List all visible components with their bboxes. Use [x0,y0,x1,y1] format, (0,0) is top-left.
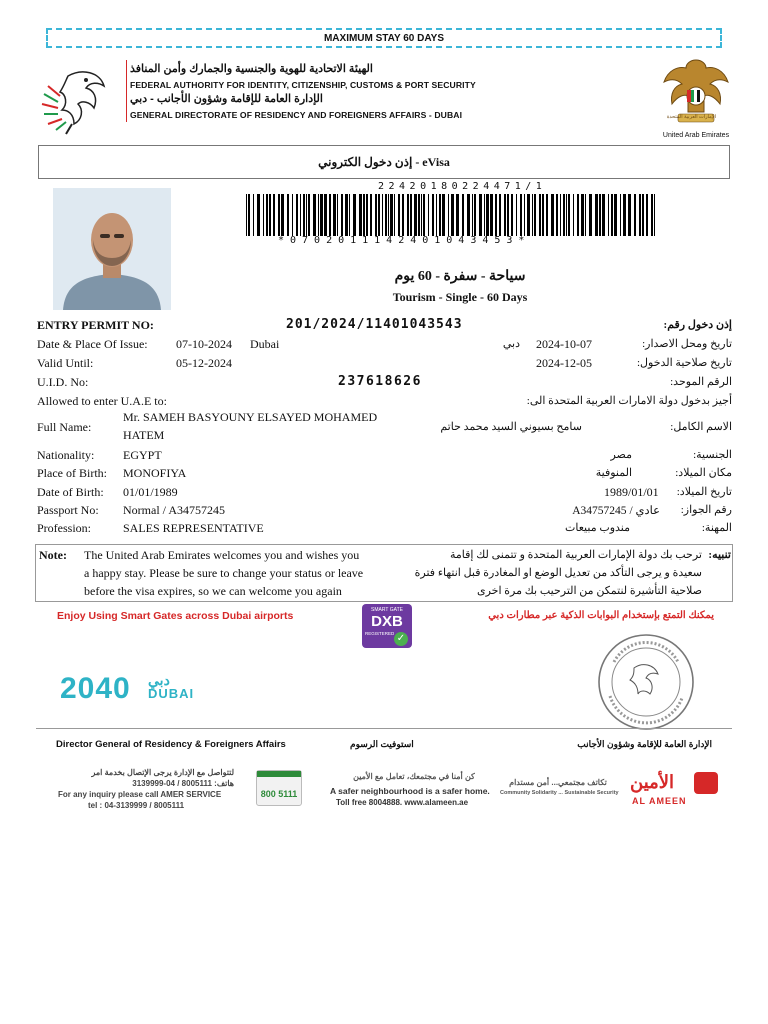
header-english-line-2: GENERAL DIRECTORATE OF RESIDENCY AND FOREIGNERS AFFAIRS - DUBAI [130,110,463,120]
barcode-bar [303,194,305,236]
note-label: Note: [39,548,67,562]
barcode-bar [608,194,609,236]
barcode-bar [620,194,621,236]
barcode-bar [651,194,653,236]
valid-date-ar: 2024-12-05 [536,356,592,370]
amer-ar-line-1: لتتواصل مع الإدارة يرجى الإتصال بخدمة امر [91,768,234,777]
profession-ar: مندوب مبيعات [565,522,630,534]
barcode-bar [462,194,464,236]
barcode-bottom-number: *0702011142401043453* [278,235,531,246]
barcode-bar [504,194,506,236]
barcode-bar [585,194,586,236]
barcode-bar [581,194,584,236]
barcode-bar [428,194,429,236]
barcode-bar [370,194,372,236]
barcode-bar [432,194,434,236]
passport-ar: عادي / A34757245 [572,505,660,517]
note-en-line-3: before the visa expires, so we can welcome you again [84,584,342,598]
barcode-bar [511,194,513,236]
barcode-bar [451,194,454,236]
barcode-bar [337,194,338,236]
barcode-bar [246,194,247,236]
barcode-bar [324,194,327,236]
barcode-bar [524,194,525,236]
check-icon: ✓ [394,632,408,646]
barcode-bar [520,194,522,236]
smart-gates-english: Enjoy Using Smart Gates across Dubai airports [57,610,294,622]
barcode-bar [366,194,368,236]
barcode-bar [363,194,365,236]
barcode-bar [486,194,489,236]
barcode-bar [385,194,387,236]
barcode-bar [602,194,605,236]
entry-permit-number: 201/2024/11401043543 [286,317,463,332]
valid-date: 05-12-2024 [176,356,232,370]
barcode-bar [287,194,289,236]
barcode-bar [566,194,567,236]
note-en-line-2: a happy stay. Please be sure to change your status or leave [84,566,364,580]
barcode-bar [539,194,541,236]
uae-emblem-icon [656,56,736,132]
barcode-bar [499,194,501,236]
barcode-bar [551,194,554,236]
max-stay-banner: MAXIMUM STAY 60 DAYS [46,28,722,48]
barcode-bar [320,194,323,236]
note-ar-line-1: ترحب بك دولة الإمارات العربية المتحدة و تتمنى لك إقامة [450,549,702,561]
dob-value: 01/01/1989 [123,485,178,499]
nationality-ar: مصر [610,449,632,461]
header-english-line-1: FEDERAL AUTHORITY FOR IDENTITY, CITIZENSHIP, CUSTOMS & PORT SECURITY [130,80,476,90]
uae-emblem-scroll-text: الإمارات العربية المتحدة [666,114,716,120]
issue-place-ar: دبي [502,338,520,350]
solidarity-en: Community Solidarity ... Sustainable Security [500,790,619,796]
barcode-bar [333,194,336,236]
barcode-bar [263,194,264,236]
note-ar-line-2: سعيدة و يرجى التأكد من تعديل الوضع او المغادرة قبل انتهاء فترة [414,567,702,579]
barcode-bar [281,194,284,236]
barcode-bar [410,194,412,236]
barcode-bar [448,194,449,236]
note-ar-line-3: صلاحية التأشيرة لنتمكن من الترحيب بك مرة اخرى [477,585,702,597]
barcode-bar [490,194,493,236]
dubai-logo-en: DUBAI [148,686,195,701]
allowed-label: Allowed to enter U.A.E to: [37,394,167,408]
profession-label: Profession: [37,521,91,535]
barcode-bar [407,194,409,236]
barcode-bar [516,194,517,236]
amer-ar-line-2: هاتف: 8005111 / 04-3139999 [132,779,234,788]
barcode-bar [623,194,626,236]
barcode-bar [642,194,644,236]
barcode-bar [467,194,470,236]
barcode-bar [439,194,441,236]
smart-gate-badge [362,604,412,648]
pob-label-ar: مكان الميلاد: [675,467,732,479]
barcode-bar [507,194,509,236]
barcode-top-number: 22420180224471/1 [378,181,547,192]
valid-label-ar: تاريخ صلاحية الدخول: [636,357,732,369]
federal-authority-falcon-icon [38,64,118,136]
barcode-bar [484,194,485,236]
barcode-bar [353,194,356,236]
barcode-bar [253,194,254,236]
barcode-bar [589,194,592,236]
amer-badge-number: 800 5111 [260,789,298,799]
uae-caption: United Arab Emirates [662,132,730,139]
barcode-bar [394,194,395,236]
valid-label: Valid Until: [37,356,94,370]
solidarity-ar: تكاتف مجتمعي... أمن مستدام [509,778,607,787]
pob-ar: المنوفية [595,467,632,479]
barcode-bar [436,194,437,236]
dob-ar: 1989/01/01 [604,485,659,499]
barcode-bar [418,194,420,236]
applicant-photo [53,188,171,310]
amer-en-line-2: tel : 04-3139999 / 8005111 [88,801,185,810]
nationality-value: EGYPT [123,448,162,462]
pob-value: MONOFIYA [123,466,187,480]
barcode-bar [308,194,310,236]
note-label-ar: تنبيه: [708,549,731,561]
barcode-bar [595,194,598,236]
barcode-bar [611,194,613,236]
barcode-bar [527,194,530,236]
barcode-bar [639,194,641,236]
uid-number: 237618626 [338,374,422,389]
barcode-bar [573,194,574,236]
barcode-bar [292,194,293,236]
alameen-logo-en: AL AMEEN [632,796,687,806]
allowed-label-ar: أجيز بدخول دولة الامارات العربية المتحدة الى: [526,395,732,407]
barcode-bar [390,194,393,236]
passport-label-ar: رقم الجواز: [680,504,732,516]
dob-label-ar: تاريخ الميلاد: [676,486,732,498]
passport-value: Normal / A34757245 [123,503,225,517]
alameen-ar: كن أمنا في مجتمعك، تعامل مع الأمين [353,772,475,781]
name-line-1: Mr. SAMEH BASYOUNY ELSAYED MOHAMED [123,410,378,424]
alameen-hand-icon [694,772,718,794]
barcode-bar [318,194,319,236]
visa-type-arabic: سياحة - سفرة - 60 يوم [394,269,526,284]
barcode-bar [442,194,445,236]
barcode-bar [300,194,301,236]
profession-label-ar: المهنة: [701,522,732,534]
barcode-bar [568,194,570,236]
badge-top-text: SMART GATE [371,607,403,613]
dob-label: Date of Birth: [37,485,104,499]
issue-label-ar: تاريخ ومحل الاصدار: [642,338,732,350]
barcode-bar [534,194,536,236]
entry-permit-label: ENTRY PERMIT NO: [37,318,154,332]
barcode-bar [375,194,377,236]
visa-type-english: Tourism - Single - 60 Days [392,290,528,304]
alameen-logo-ar: الأمين [630,772,675,792]
barcode-bar [634,194,636,236]
barcode-bar [628,194,631,236]
barcode-bar [269,194,271,236]
evisa-title: إذن دخول الكتروني - eVisa [38,145,730,179]
barcode-bar [402,194,404,236]
barcode-bar [398,194,400,236]
badge-dxb-text: DXB [371,613,403,630]
barcode-bar [654,194,655,236]
barcode-bar [495,194,497,236]
barcode-bar [479,194,482,236]
uid-label-ar: الرقم الموحد: [670,376,732,388]
header-arabic-line-2: الإدارة العامة للإقامة وشؤون الأجانب - دبي [130,93,323,105]
barcode-bar [313,194,316,236]
barcode-bar [378,194,380,236]
header-arabic-line-1: الهيئة الاتحادية للهوية والجنسية والجمارك وأمن المنافذ [130,63,373,75]
barcode-bar [382,194,383,236]
pob-label: Place of Birth: [37,466,107,480]
barcode-bar [266,194,268,236]
issue-date: 07-10-2024 [176,337,232,351]
amer-badge [256,770,302,806]
barcode [246,194,658,236]
fees-paid-ar: استوفيت الرسوم [350,739,414,749]
header-divider [126,60,127,122]
barcode-bar [421,194,422,236]
barcode-bar [556,194,558,236]
barcode-bar [532,194,533,236]
barcode-bar [560,194,561,236]
barcode-bar [349,194,350,236]
barcode-bar [646,194,648,236]
name-line-2: HATEM [123,428,165,442]
issue-place: Dubai [250,337,280,351]
profession-value: SALES REPRESENTATIVE [123,521,264,535]
barcode-bar [306,194,307,236]
issue-label: Date & Place Of Issue: [37,337,148,351]
barcode-bar [257,194,260,236]
passport-label: Passport No: [37,503,99,517]
barcode-bar [248,194,250,236]
badge-bottom-text: REGISTERED [365,631,395,636]
amer-en-line-1: For any inquiry please call AMER SERVICE [58,790,222,799]
amer-badge-strip [257,771,301,777]
barcode-bar [472,194,473,236]
official-stamp-icon [594,632,698,732]
barcode-bar [341,194,343,236]
smart-gates-arabic: يمكنك التمتع بإستخدام البوابات الذكية عبر مطارات دبي [488,610,714,621]
issue-date-ar: 2024-10-07 [536,337,592,351]
name-ar: سامح بسيوني السيد محمد حاتم [440,421,582,433]
barcode-bar [423,194,425,236]
name-label: Full Name: [37,420,92,434]
dubai-logo-ar: دبي [148,672,170,688]
barcode-bar [456,194,459,236]
barcode-bar [414,194,417,236]
alameen-en-line-1: A safer neighbourhood is a safer home. [330,786,490,796]
nationality-label-ar: الجنسية: [693,449,732,461]
barcode-bar [296,194,298,236]
dubai-2040-logo: 2040 [60,672,131,705]
nationality-label: Nationality: [37,448,95,462]
footer-divider [36,728,732,729]
barcode-bar [329,194,331,236]
alameen-en-line-2: Toll free 8004888. www.alameen.ae [336,798,469,807]
barcode-bar [474,194,476,236]
barcode-bar [614,194,617,236]
entry-permit-label-ar: إذن دخول رقم: [663,319,732,331]
barcode-bar [599,194,601,236]
uid-label: U.I.D. No: [37,375,89,389]
note-en-line-1: The United Arab Emirates welcomes you and wishes you [84,548,360,562]
directorate-ar: الإدارة العامة للإقامة وشؤون الأجانب [577,739,712,749]
barcode-bar [563,194,565,236]
director-general-label: Director General of Residency & Foreigners Affairs [56,739,286,750]
barcode-bar [546,194,548,236]
barcode-bar [278,194,280,236]
barcode-bar [359,194,362,236]
barcode-bar [273,194,275,236]
barcode-bar [577,194,579,236]
name-label-ar: الاسم الكامل: [670,421,732,433]
barcode-bar [542,194,544,236]
barcode-bar [388,194,389,236]
barcode-bar [345,194,348,236]
